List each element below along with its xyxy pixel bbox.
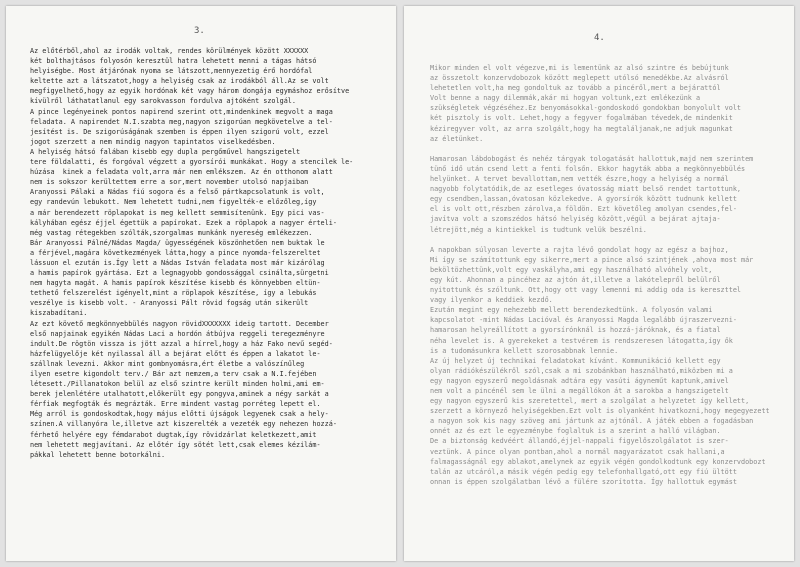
text-line: létrejött,még a kintiekkel is tudtunk velük beszélni. (430, 225, 647, 234)
text-line: nem hagyta magát. A hamis papírok készítése kisebb és könnyebben eltün- (30, 279, 321, 288)
text-line: házfelügyelője két nyilassal áll a bejárat előtt és éppen a lakatot le- (30, 349, 321, 358)
text-line: jogot szerzett a nem mindig nagyon tapintatos viselkedésben. (30, 137, 276, 146)
text-line: tethető felszerelést igényelt,mint a röplapok készítése, így a lebukás (30, 289, 317, 298)
text-line: Ezután megint egy nehezebb mellett berendezkedtünk. A folyosón valami (430, 306, 713, 315)
text-line: a férjével,magára következmények látta,hogy a pince nyomda-felszereltet (30, 248, 321, 257)
text-line: berek jelenlétére utalhatott,előkerült egy pongyva,aminek a négy sarkát a (30, 390, 329, 399)
text-line: néha levelet is. A gyerekeket a testvérem is rendszeresen látogatta,így ők (430, 336, 733, 345)
text-line: falmagasságnál egy ablakot,amelynek az egyik végén gondolkodtunk egy konzervdobozt (430, 457, 766, 466)
text-line: jesítést is. De szigorúságának szemben is éppen ilyen szigorú volt, ezzel (30, 127, 329, 136)
text-line: helyiségbe. Most átjárónak nyoma se látszott,mennyezetig érő hordófal (30, 67, 313, 76)
document-page-right (404, 6, 794, 561)
text-line: az összetolt konzervdobozok között meglepett utólsó menedékbe.Az alvásról (430, 74, 729, 83)
text-line: Még arról is gondoskodtak,hogy május előtti újságok legyenek csak a hely- (30, 410, 329, 419)
page-number: 4. (594, 33, 605, 43)
text-line: szükségletek végzéséhez.Ez benyomásokkal-gondoskodó gondokban bonyolult volt (430, 104, 741, 113)
text-line: tünő idő után csend lett a fenti folsőn. Ekkor hagyták abba a megkönnyebbülés (430, 164, 746, 173)
text-line: lássuon el ezután is.Így lett a Nádas István feladata most már kizárólag (30, 258, 325, 267)
text-line: kívülről láthatatlanul egy sarokvasson fordulva ajtóként szolgál. (30, 97, 296, 106)
page-number: 3. (194, 26, 205, 36)
text-line: hamarosan helyreállított a gyorsírónknál is hozzá-járóknak, és a fiatal (430, 326, 721, 335)
text-line: a hamis papírok gyártása. Ezt a legnagyobb gondossággal csinálta,sürgetni (30, 269, 329, 278)
text-line: első napjainak egyikén Nádas Laci a hordón átbújva reggeli teregezményre (30, 329, 325, 338)
text-line: veztünk. A pince olyan pontban,ahol a normál magyarázatot csak hallani,a (430, 447, 725, 456)
text-line: a már berendezett röplapokat is meg kellett semmisítenünk. Egy pici vas- (30, 208, 325, 217)
typewritten-text (430, 63, 786, 487)
text-line: Az ezt követő megkönnyebbülés nagyon rövidXXXXXXX ideig tartott. December (30, 319, 329, 328)
text-line: Bár Aranyossi Pálné/Nádas Magda/ ügyességének köszönhetően nem buktak le (30, 238, 325, 247)
text-line: beköltözhettünk,volt egy vaskályha,ami egy használható alvóhely volt, (430, 265, 713, 274)
text-line: veszélye is kisebb volt. - Aranyossi Pált rövid fogság után sikerült (30, 299, 309, 308)
text-line: férhető helyére egy fémdarabot dugtak,így rövidzárlat keletkezett,amit (30, 430, 317, 439)
text-line: lehetetlen volt,ha meg gondoltuk az tovább a pincéről,mert a bejárattól (430, 84, 721, 93)
text-line: talán az utcáról,a másik végén pedig egy telefonhallgató,ott egy fiú ültött (430, 467, 737, 476)
text-line: két pisztoly is volt. Lehet,hogy a fegyver fogalmában tévedek,de mindenkit (430, 114, 733, 123)
text-line: két bolthajtásos folyosón keresztül hatra lehetett menni a tágas hátsó (30, 57, 317, 66)
text-line: olyan rádiókészülékről szól,csak a mi szobánkban használható,miközben mi a (430, 366, 733, 375)
text-line: Volt benne a nagy dilemmák,akár mi hogyan voltunk,ezt emlékezünk a (430, 94, 701, 103)
text-line: kályhában egész éjjel égettük a papírokat. Ezek a röplapok a nagyer érteli- (30, 218, 337, 227)
text-line: tere földalatti, és forgóval végzett a gyorsírói munkákat. Hogy a stencilek le- (30, 158, 354, 167)
text-line: szállnak levezni. Akkor mint gombnyomásra,ért életbe a valószínűleg (30, 359, 305, 368)
text-line: helyünket. A tervet bevallottam,nem vették észre,hogy a helyiség a normál (430, 175, 729, 184)
text-line: A helyiség hátsó falában kisebb egy dupla pergőművel hangszigetelt (30, 147, 301, 156)
text-line: megfigyelhető,hogy az egyik hordónak két vagy három dongája egymáshoz erősítve (30, 87, 350, 96)
text-line: egy nagyon egyszerű megoldásnak adtára egy vasúti ágyneműt kaptunk,amivel (430, 376, 729, 385)
text-line: nagyobb folytatódik,de az esetleges óvatosság miatt belső rendet tartottunk, (430, 185, 741, 194)
text-line: feladata. A napirendet N.I.szabta meg,nagyon szigorúan megkövetelve a tel- (30, 117, 333, 126)
text-line: onnan is éppen szolgálatban lévő a fülére szorította. Így hallottuk egymást (430, 477, 737, 486)
text-line: A napokban súlyosan leverte a rajta lévő gondolat hogy az egész a bajhoz, (430, 245, 729, 254)
text-line: húzása kinek a feladata volt,arra már nem emlékszem. Az én otthonom alatt (30, 168, 333, 177)
text-line: színen.A villanyóra le,illetve azt kiszerelték a vezeték egy nehezen hozzá- (30, 420, 337, 429)
text-line: nyitottunk és szóltunk. Ott,hogy ott vagy lemenni mi addig oda is kereszttel (430, 286, 741, 295)
text-line: nem volt a pincénél sem le ülni a megállókon át a sarokba a hangszigetelt (430, 387, 729, 395)
text-line (430, 235, 786, 245)
text-line: vagy ilyenkor a keddiek kezdő. (430, 296, 553, 305)
text-line: Mi így se számítottunk egy sikerre,mert a pince alsó szintjének ,ahova most már (430, 255, 754, 264)
text-line: a nagyon sok kis nagy szöveg ami jártunk az ajtónál. A játék ebben a fogadásban (430, 417, 754, 426)
text-line: egy kút. Ahonnan a pincéhez az ajtón át,illetve a lakótelepről belülről (430, 275, 721, 284)
text-line: kapcsolatot -mint Nádas Lacióval és Aranyossi Magda legalább újraszervezni- (430, 316, 737, 325)
text-line: javítva volt a szomszédos hátsó helyiség között,végül a bejárat ajtaja- (430, 215, 721, 224)
text-line: szerzett a környező helyiségekben.Ezt volt is olyanként hivatkozni,hogy megegyezett (430, 407, 770, 416)
text-line: Az előtérből,ahol az irodák voltak, rendes körülmények között XXXXXX (30, 47, 309, 55)
text-line: nem lehetett megjavítani. Az előtér így sötét lett,csak elemes kézilám- (30, 440, 321, 449)
text-line: keltette azt a látszatot,hogy a helyiség csak az irodákból áll.Az se volt (30, 77, 329, 86)
text-line: az életünket. (430, 134, 484, 143)
text-line: De a biztonság kedvéért állandó,éjjel-nappali figyelőszolgálatot is szer- (430, 437, 729, 446)
text-line: Az új helyzet új technikai feladatokat kívánt. Kommunikáció kellett egy (430, 356, 721, 365)
text-line: egy csendben,lassan,óvatosan közlekedve. A gyorsírók között tudnunk kellett (430, 195, 737, 204)
text-line: el is volt ott,részben zárolva,a földön. Ezt követőleg amolyan csendes,fel- (430, 205, 737, 214)
text-line: Hamarosan lábdobogást és nehéz tárgyak tologatását hallottuk,majd nem szerintem (430, 154, 754, 163)
text-line: még vastag rétegekben szólták,szorgalmas munkánk nyereség emlékezzen. (30, 228, 313, 237)
typewritten-text (30, 46, 388, 460)
text-line: Aranyossi Pálaki a Nádas fiú sogora és a felső pártkapcsolatunk is volt, (30, 188, 325, 197)
text-line: férfiak megfogták és megrázták. Erre mindent vastag porréteg lepett el. (30, 400, 321, 409)
text-line: indult.De rögtön vissza is jött azzal a hírrel,hogy a ház Fako nevű segéd- (30, 339, 333, 348)
text-line: is a tudomásunkra kellett szorosabbnak lennie. (430, 346, 619, 355)
text-line: ilyen esetre kigondolt terv./ Bár azt nemzem,a terv csak a N.I.fejében (30, 370, 317, 378)
document-page-left (6, 6, 396, 561)
text-line: A pince legényeinek pontos napirend szerint ott,mindenkinek megvolt a maga (30, 107, 333, 116)
text-line: Mikor minden el volt végezve,mi is lementünk az alsó szintre és bebújtunk (430, 64, 729, 72)
text-line: egy randevún lebukott. Nem lehetett tudni,nem figyelték-e előzőleg,így (30, 198, 317, 207)
text-line: onnét az és ezt le egyezménybe foglaltuk is a szerint a halló világban. (430, 427, 721, 436)
text-line: pákkal lehetett benne botorkálni. (30, 450, 166, 459)
text-line: nem is sokszor kerültettem erre a sor,mert november utolsó napjaiban (30, 178, 309, 187)
text-line: kéziregyver volt, az arra szolgált,hogy ha megtaláljanak,ne adjuk magunkat (430, 124, 733, 133)
text-line: létesett./Pillanatokon belül az első szintre került minden holmi,ami em- (30, 380, 325, 389)
text-line: egy nagyon egyszerű kis szeretettel, mert a szolgálat a helyzetet így kellett, (430, 397, 750, 406)
text-line: kiszabadítani. (30, 309, 88, 318)
text-line (430, 144, 786, 154)
